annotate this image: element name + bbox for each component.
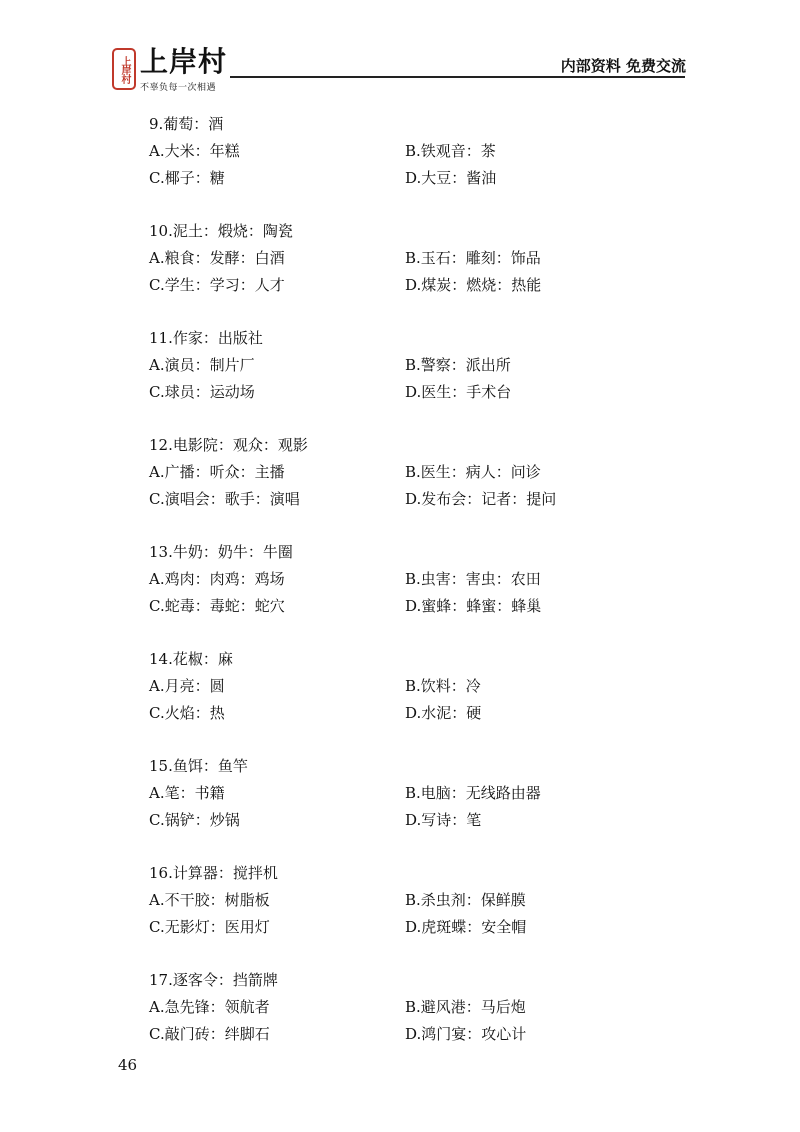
option-b: B.饮料：冷: [405, 677, 481, 695]
option-row: [149, 245, 669, 272]
question-item: [149, 432, 669, 513]
question-item: [149, 218, 669, 299]
option-row: [149, 352, 669, 379]
option-row: [149, 566, 669, 593]
option-d: D.水泥：硬: [405, 704, 482, 722]
logo-title: 上岸村: [140, 45, 228, 78]
option-b: B.警察：派出所: [405, 356, 511, 374]
option-c: C.学生：学习：人才: [149, 276, 285, 294]
question-stem: 12.电影院：观众：观影: [149, 436, 308, 454]
option-row: [149, 165, 669, 192]
question-item: [149, 111, 669, 192]
option-row: [149, 459, 669, 486]
option-row: [149, 807, 669, 834]
page-header: [0, 0, 800, 110]
option-a: A.鸡肉：肉鸡：鸡场: [149, 570, 285, 588]
option-row: [149, 994, 669, 1021]
option-c: C.演唱会：歌手：演唱: [149, 490, 300, 508]
question-stem: 16.计算器：搅拌机: [149, 864, 278, 882]
question-stem: 14.花椒：麻: [149, 650, 233, 668]
option-b: B.玉石：雕刻：饰品: [405, 249, 541, 267]
option-row: [149, 700, 669, 727]
option-a: A.急先锋：领航者: [149, 998, 270, 1016]
option-a: A.大米：年糕: [149, 142, 240, 160]
option-d: D.发布会：记者：提问: [405, 490, 557, 508]
option-row: [149, 887, 669, 914]
page-number: 46: [118, 1056, 138, 1074]
question-item: [149, 753, 669, 834]
option-b: B.杀虫剂：保鲜膜: [405, 891, 526, 909]
option-a: A.月亮：圆: [149, 677, 225, 695]
option-d: D.写诗：笔: [405, 811, 482, 829]
option-row: [149, 272, 669, 299]
question-list: [149, 111, 669, 1074]
option-d: D.医生：手术台: [405, 383, 512, 401]
header-divider: [230, 76, 685, 78]
option-a: A.广播：听众：主播: [149, 463, 285, 481]
option-b: B.医生：病人：问诊: [405, 463, 541, 481]
option-a: A.演员：制片厂: [149, 356, 255, 374]
question-stem: 11.作家：出版社: [149, 329, 263, 347]
logo-slogan: 不辜负每一次相遇: [140, 83, 217, 93]
header-note: 内部资料 免费交流: [560, 57, 686, 75]
option-d: D.煤炭：燃烧：热能: [405, 276, 542, 294]
option-d: D.鸿门宴：攻心计: [405, 1025, 527, 1043]
question-item: [149, 539, 669, 620]
option-a: A.粮食：发酵：白酒: [149, 249, 285, 267]
question-item: [149, 967, 669, 1048]
logo-seal-icon: [112, 48, 136, 90]
question-stem: 10.泥土：煅烧：陶瓷: [149, 222, 293, 240]
option-c: C.椰子：糖: [149, 169, 225, 187]
option-c: C.蛇毒：毒蛇：蛇穴: [149, 597, 285, 615]
question-item: [149, 646, 669, 727]
option-d: D.蜜蜂：蜂蜜：蜂巢: [405, 597, 542, 615]
option-b: B.虫害：害虫：农田: [405, 570, 541, 588]
option-b: B.避风港：马后炮: [405, 998, 526, 1016]
option-row: [149, 780, 669, 807]
option-row: [149, 914, 669, 941]
logo-seal-text: 上岸村: [119, 55, 130, 83]
option-b: B.电脑：无线路由器: [405, 784, 541, 802]
option-b: B.铁观音：茶: [405, 142, 496, 160]
question-stem: 13.牛奶：奶牛：牛圈: [149, 543, 293, 561]
option-row: [149, 486, 669, 513]
question-item: [149, 325, 669, 406]
option-row: [149, 1021, 669, 1048]
option-row: [149, 593, 669, 620]
question-stem: 17.逐客令：挡箭牌: [149, 971, 278, 989]
option-c: C.火焰：热: [149, 704, 225, 722]
option-c: C.敲门砖：绊脚石: [149, 1025, 270, 1043]
option-d: D.大豆：酱油: [405, 169, 497, 187]
option-c: C.锅铲：炒锅: [149, 811, 240, 829]
question-stem: 9.葡萄：酒: [149, 115, 224, 133]
option-d: D.虎斑蝶：安全帽: [405, 918, 527, 936]
option-c: C.无影灯：医用灯: [149, 918, 270, 936]
option-row: [149, 379, 669, 406]
option-a: A.笔：书籍: [149, 784, 225, 802]
option-c: C.球员：运动场: [149, 383, 255, 401]
question-item: [149, 860, 669, 941]
question-stem: 15.鱼饵：鱼竿: [149, 757, 248, 775]
option-a: A.不干胶：树脂板: [149, 891, 270, 909]
option-row: [149, 138, 669, 165]
option-row: [149, 673, 669, 700]
